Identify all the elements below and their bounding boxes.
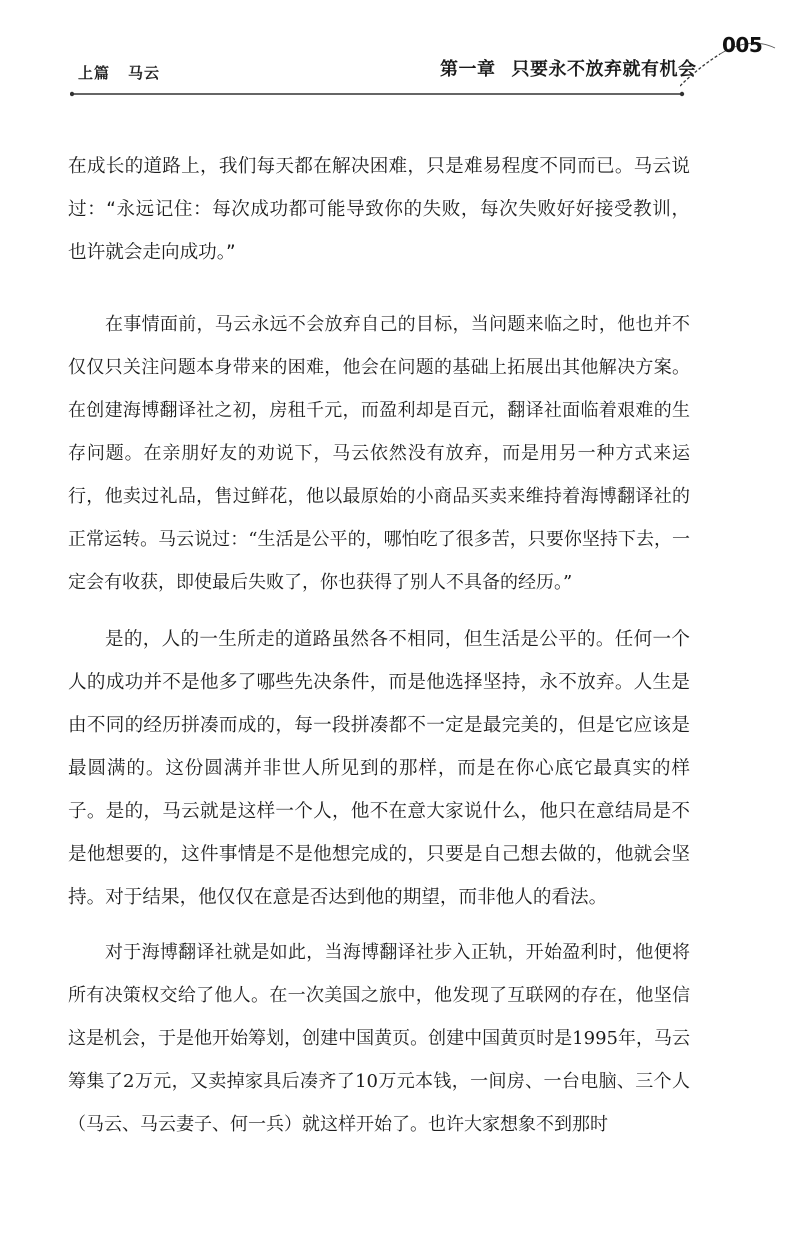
paragraph: 是的，人的一生所走的道路虽然各不相同，但生活是公平的。任何一个人的成功并不是他多了哪些先决条件，而是他选择坚持，永不放弃。人生是由不同的经历拼凑而成的，每一段拼凑都不一定是最完美的，但是它应该是最圆满的。这份圆满并非世人所见到的那样，而是在你心底它最真实的样子。是的，马云就是这样一个人，他不在意大家说什么，他只在意结局是不是他想要的，这件事情是不是他想完成的，只要是自己想去做的，他就会坚持。对于结果，他仅仅在意是否达到他的期望，而非他人的看法。	[68, 629, 690, 908]
page-number: 005	[722, 33, 763, 57]
chapter-title: 只要永不放弃就有机会	[511, 59, 697, 80]
page-header	[0, 0, 790, 100]
part-subject: 马云	[128, 64, 161, 82]
part-name: 上篇	[78, 64, 111, 82]
paragraph: 对于海博翻译社就是如此，当海博翻译社步入正轨，开始盈利时，他便将所有决策权交给了他人。在一次美国之旅中，他发现了互联网的存在，他坚信这是机会，于是他开始筹划，创建中国黄页。创建中国黄页时是1995年，马云筹集了2万元，又卖掉家具后凑齐了10万元本钱，一间房、一台电脑、三个人（马云、马云妻子、何一兵）就这样开始了。也许大家想象不到那时	[68, 942, 690, 1135]
chapter-label	[440, 55, 697, 81]
paragraph: 在成长的道路上，我们每天都在解决困难，只是难易程度不同而已。马云说过：“永远记住：每次成功都可能导致你的失败，每次失败好好接受教训，也许就会走向成功。”	[68, 156, 690, 263]
part-label	[78, 62, 160, 83]
header-rule	[70, 88, 770, 100]
chapter-number: 第一章	[440, 59, 496, 80]
paragraph: 在事情面前，马云永远不会放弃自己的目标，当问题来临之时，他也并不仅仅只关注问题本身带来的困难，他会在问题的基础上拓展出其他解决方案。在创建海博翻译社之初，房租千元，而盈利却是百元，翻译社面临着艰难的生存问题。在亲朋好友的劝说下，马云依然没有放弃，而是用另一种方式来运行，他卖过礼品，售过鲜花，他以最原始的小商品买卖来维持着海博翻译社的正常运转。马云说过：“生活是公平的，哪怕吃了很多苦，只要你坚持下去，一定会有收获，即使最后失败了，你也获得了别人不具备的经历。”	[68, 314, 690, 593]
